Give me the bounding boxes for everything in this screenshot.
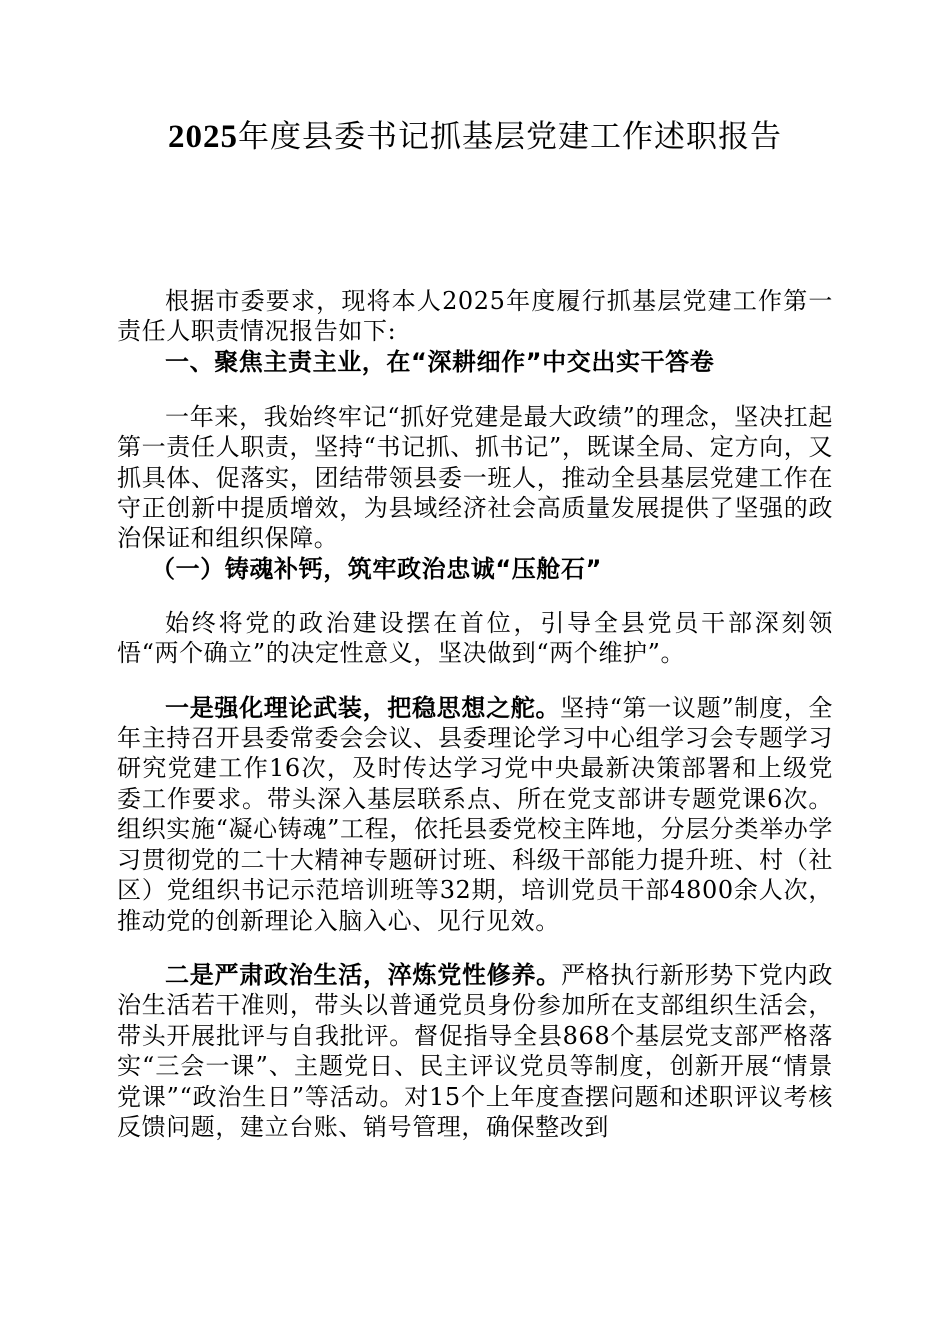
section-1-paragraph: 一年来，我始终牢记“抓好党建是最大政绩”的理念，坚决扛起第一责任人职责，坚持“书记抓、抓书记”，既谋全局、定方向，又抓具体、促落实，团结带领县委一班人，推动全县基层党建工作在守正创新中提质增效，为县域经济社会高质量发展提供了坚强的政治保证和组织保障。: [117, 402, 833, 553]
title-text: 年度县委书记抓基层党建工作述职报告: [238, 119, 782, 155]
item-1-text: 坚持“第一议题”制度，全年主持召开县委常委会会议、县委理论学习中心组学习会专题学习研究党建工作16次，及时传达学习党中央最新决策部署和上级党委工作要求。带头深入基层联系点、所在党支部讲专题党课6次。组织实施“凝心铸魂”工程，依托县委党校主阵地，分层分类举办学习贯彻党的二十大精神专题研讨班、科级干部能力提升班、村（社区）党组织书记示范培训班等32期，培训党员干部4800余人次，推动党的创新理论入脑入心、见行见效。: [117, 693, 833, 935]
section-heading-1: 一、聚焦主责主业，在“深耕细作”中交出实干答卷: [165, 347, 715, 376]
title-year: 2025: [168, 119, 238, 155]
item-2-paragraph: [117, 960, 833, 1142]
document-body: [117, 286, 833, 1142]
intro-paragraph: 根据市委要求，现将本人2025年度履行抓基层党建工作第一责任人职责情况报告如下:: [117, 287, 833, 346]
document-title: [0, 112, 950, 162]
subsection-heading-1: （一）铸魂补钙，筑牢政治忠诚“压舱石”: [151, 554, 602, 583]
item-2-lead: 二是严肃政治生活，淬炼党性修养。: [165, 960, 561, 989]
item-1-lead: 一是强化理论武装，把稳思想之舵。: [165, 693, 561, 722]
item-2-text: 严格执行新形势下党内政治生活若干准则，带头以普通党员身份参加所在支部组织生活会，带头开展批评与自我批评。督促指导全县868个基层党支部严格落实“三会一课”、主题党日、民主评议党员等制度，创新开展“情景党课”“政治生日”等活动。对15个上年度查摆问题和述职评议考核反馈问题，建立台账、销号管理，确保整改到: [117, 960, 833, 1141]
item-1-paragraph: [117, 693, 833, 936]
subsection-1-paragraph: 始终将党的政治建设摆在首位，引导全县党员干部深刻领悟“两个确立”的决定性意义，坚决做到“两个维护”。: [117, 608, 833, 668]
